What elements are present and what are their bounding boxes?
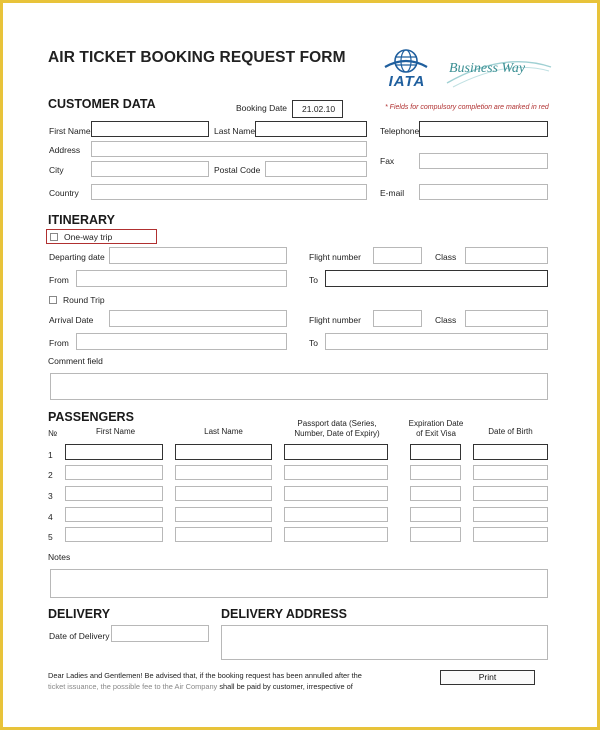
passengers-heading: PASSENGERS xyxy=(48,410,134,424)
last-name-input[interactable] xyxy=(175,465,272,480)
return-from-input[interactable] xyxy=(76,333,287,350)
passport-input[interactable] xyxy=(284,465,388,480)
first-name-input[interactable] xyxy=(91,121,209,137)
city-input[interactable] xyxy=(91,161,209,177)
from-label: From xyxy=(49,275,69,285)
required-fields-note: * Fields for compulsory completion are marked in red xyxy=(385,104,549,111)
return-flight-number-label: Flight number xyxy=(309,315,361,325)
passport-input[interactable] xyxy=(284,486,388,501)
exit-visa-input[interactable] xyxy=(410,527,461,542)
col-exit-visa-line2: of Exit Visa xyxy=(416,429,456,438)
dob-input[interactable] xyxy=(473,486,548,501)
to-label: To xyxy=(309,275,318,285)
fax-input[interactable] xyxy=(419,153,548,169)
passport-input[interactable] xyxy=(284,527,388,542)
return-class-input[interactable] xyxy=(465,310,548,327)
iata-text: IATA xyxy=(388,73,426,90)
first-name-input[interactable] xyxy=(65,465,163,480)
flight-number-input[interactable] xyxy=(373,247,422,264)
country-label: Country xyxy=(49,188,79,198)
dob-input[interactable] xyxy=(473,507,548,522)
disclaimer-line-2-faded: ticket issuance, the possible fee to the Air Company xyxy=(48,682,218,691)
class-label: Class xyxy=(435,252,457,262)
row-number: 1 xyxy=(48,450,53,460)
postal-code-input[interactable] xyxy=(265,161,367,177)
col-passport-line1: Passport data (Series, xyxy=(297,419,377,428)
round-trip-checkbox[interactable] xyxy=(49,296,57,304)
last-name-input[interactable] xyxy=(175,527,272,542)
booking-date-value: 21.02.10 xyxy=(302,104,336,114)
fax-label: Fax xyxy=(380,156,395,166)
first-name-label: First Name xyxy=(49,126,91,136)
first-name-input[interactable] xyxy=(65,486,163,501)
col-last-name: Last Name xyxy=(204,427,243,436)
postal-code-label: Postal Code xyxy=(214,165,261,175)
telephone-label: Telephone xyxy=(380,126,420,136)
booking-date-field[interactable] xyxy=(292,100,343,118)
departing-date-label: Departing date xyxy=(49,252,105,262)
comment-textarea[interactable] xyxy=(50,373,548,400)
return-class-label: Class xyxy=(435,315,457,325)
col-exit-visa xyxy=(403,419,469,439)
class-input[interactable] xyxy=(465,247,548,264)
return-to-input[interactable] xyxy=(325,333,548,350)
exit-visa-input[interactable] xyxy=(410,507,461,522)
return-to-label: To xyxy=(309,338,318,348)
passport-input[interactable] xyxy=(284,444,388,460)
first-name-input[interactable] xyxy=(65,527,163,542)
brand-name: Business Way xyxy=(449,61,526,76)
col-exit-visa-line1: Expiration Date xyxy=(408,419,464,428)
row-number: 5 xyxy=(48,532,53,542)
disclaimer-line-2-rest: shall be paid by customer, irrespective of xyxy=(217,682,353,691)
arrival-date-label: Arrival Date xyxy=(49,315,94,325)
city-label: City xyxy=(49,165,64,175)
one-way-trip-checkbox[interactable] xyxy=(50,233,58,241)
country-input[interactable] xyxy=(91,184,367,200)
notes-textarea[interactable] xyxy=(50,569,548,598)
customer-data-heading: CUSTOMER DATA xyxy=(48,97,156,111)
return-flight-number-input[interactable] xyxy=(373,310,422,327)
form-title: AIR TICKET BOOKING REQUEST FORM xyxy=(48,49,346,66)
col-passport xyxy=(284,419,390,439)
iata-logo xyxy=(375,47,437,93)
disclaimer-text xyxy=(48,670,362,692)
one-way-trip-option[interactable] xyxy=(46,229,157,244)
exit-visa-input[interactable] xyxy=(410,486,461,501)
row-number: 4 xyxy=(48,512,53,522)
exit-visa-input[interactable] xyxy=(410,444,461,460)
date-of-delivery-input[interactable] xyxy=(111,625,209,642)
first-name-input[interactable] xyxy=(65,507,163,522)
email-input[interactable] xyxy=(419,184,548,200)
dob-input[interactable] xyxy=(473,527,548,542)
exit-visa-input[interactable] xyxy=(410,465,461,480)
round-trip-label: Round Trip xyxy=(63,295,105,305)
col-dob: Date of Birth xyxy=(488,427,533,436)
last-name-input[interactable] xyxy=(175,486,272,501)
dob-input[interactable] xyxy=(473,465,548,480)
flight-number-label: Flight number xyxy=(309,252,361,262)
disclaimer-line-1: Dear Ladies and Gentlemen! Be advised that, if the booking request has been annulled after the xyxy=(48,671,362,680)
disclaimer-line-2 xyxy=(48,681,362,692)
row-number: 2 xyxy=(48,470,53,480)
departing-date-input[interactable] xyxy=(109,247,287,264)
delivery-heading: DELIVERY xyxy=(48,607,111,621)
form-page xyxy=(3,3,597,727)
last-name-input[interactable] xyxy=(175,507,272,522)
last-name-label: Last Name xyxy=(214,126,256,136)
one-way-trip-label: One-way trip xyxy=(64,232,113,242)
dob-input[interactable] xyxy=(473,444,548,460)
address-input[interactable] xyxy=(91,141,367,157)
last-name-input[interactable] xyxy=(255,121,367,137)
itinerary-heading: ITINERARY xyxy=(48,213,115,227)
from-input[interactable] xyxy=(76,270,287,287)
col-first-name: First Name xyxy=(95,427,136,436)
last-name-input[interactable] xyxy=(175,444,272,460)
telephone-input[interactable] xyxy=(419,121,548,137)
business-way-logo xyxy=(443,47,555,91)
col-passport-line2: Number, Date of Expiry) xyxy=(294,429,380,438)
date-of-delivery-label: Date of Delivery xyxy=(49,631,110,641)
return-from-label: From xyxy=(49,338,69,348)
to-input[interactable] xyxy=(325,270,548,287)
delivery-address-textarea[interactable] xyxy=(221,625,548,660)
email-label: E-mail xyxy=(380,188,405,198)
address-label: Address xyxy=(49,145,81,155)
col-no: № xyxy=(48,428,58,438)
row-number: 3 xyxy=(48,491,53,501)
passport-input[interactable] xyxy=(284,507,388,522)
arrival-date-input[interactable] xyxy=(109,310,287,327)
comment-field-label: Comment field xyxy=(48,356,103,366)
first-name-input[interactable] xyxy=(65,444,163,460)
delivery-address-heading: DELIVERY ADDRESS xyxy=(221,607,347,621)
print-button[interactable]: Print xyxy=(440,670,535,685)
notes-label: Notes xyxy=(48,552,71,562)
booking-date-label: Booking Date xyxy=(236,103,288,113)
